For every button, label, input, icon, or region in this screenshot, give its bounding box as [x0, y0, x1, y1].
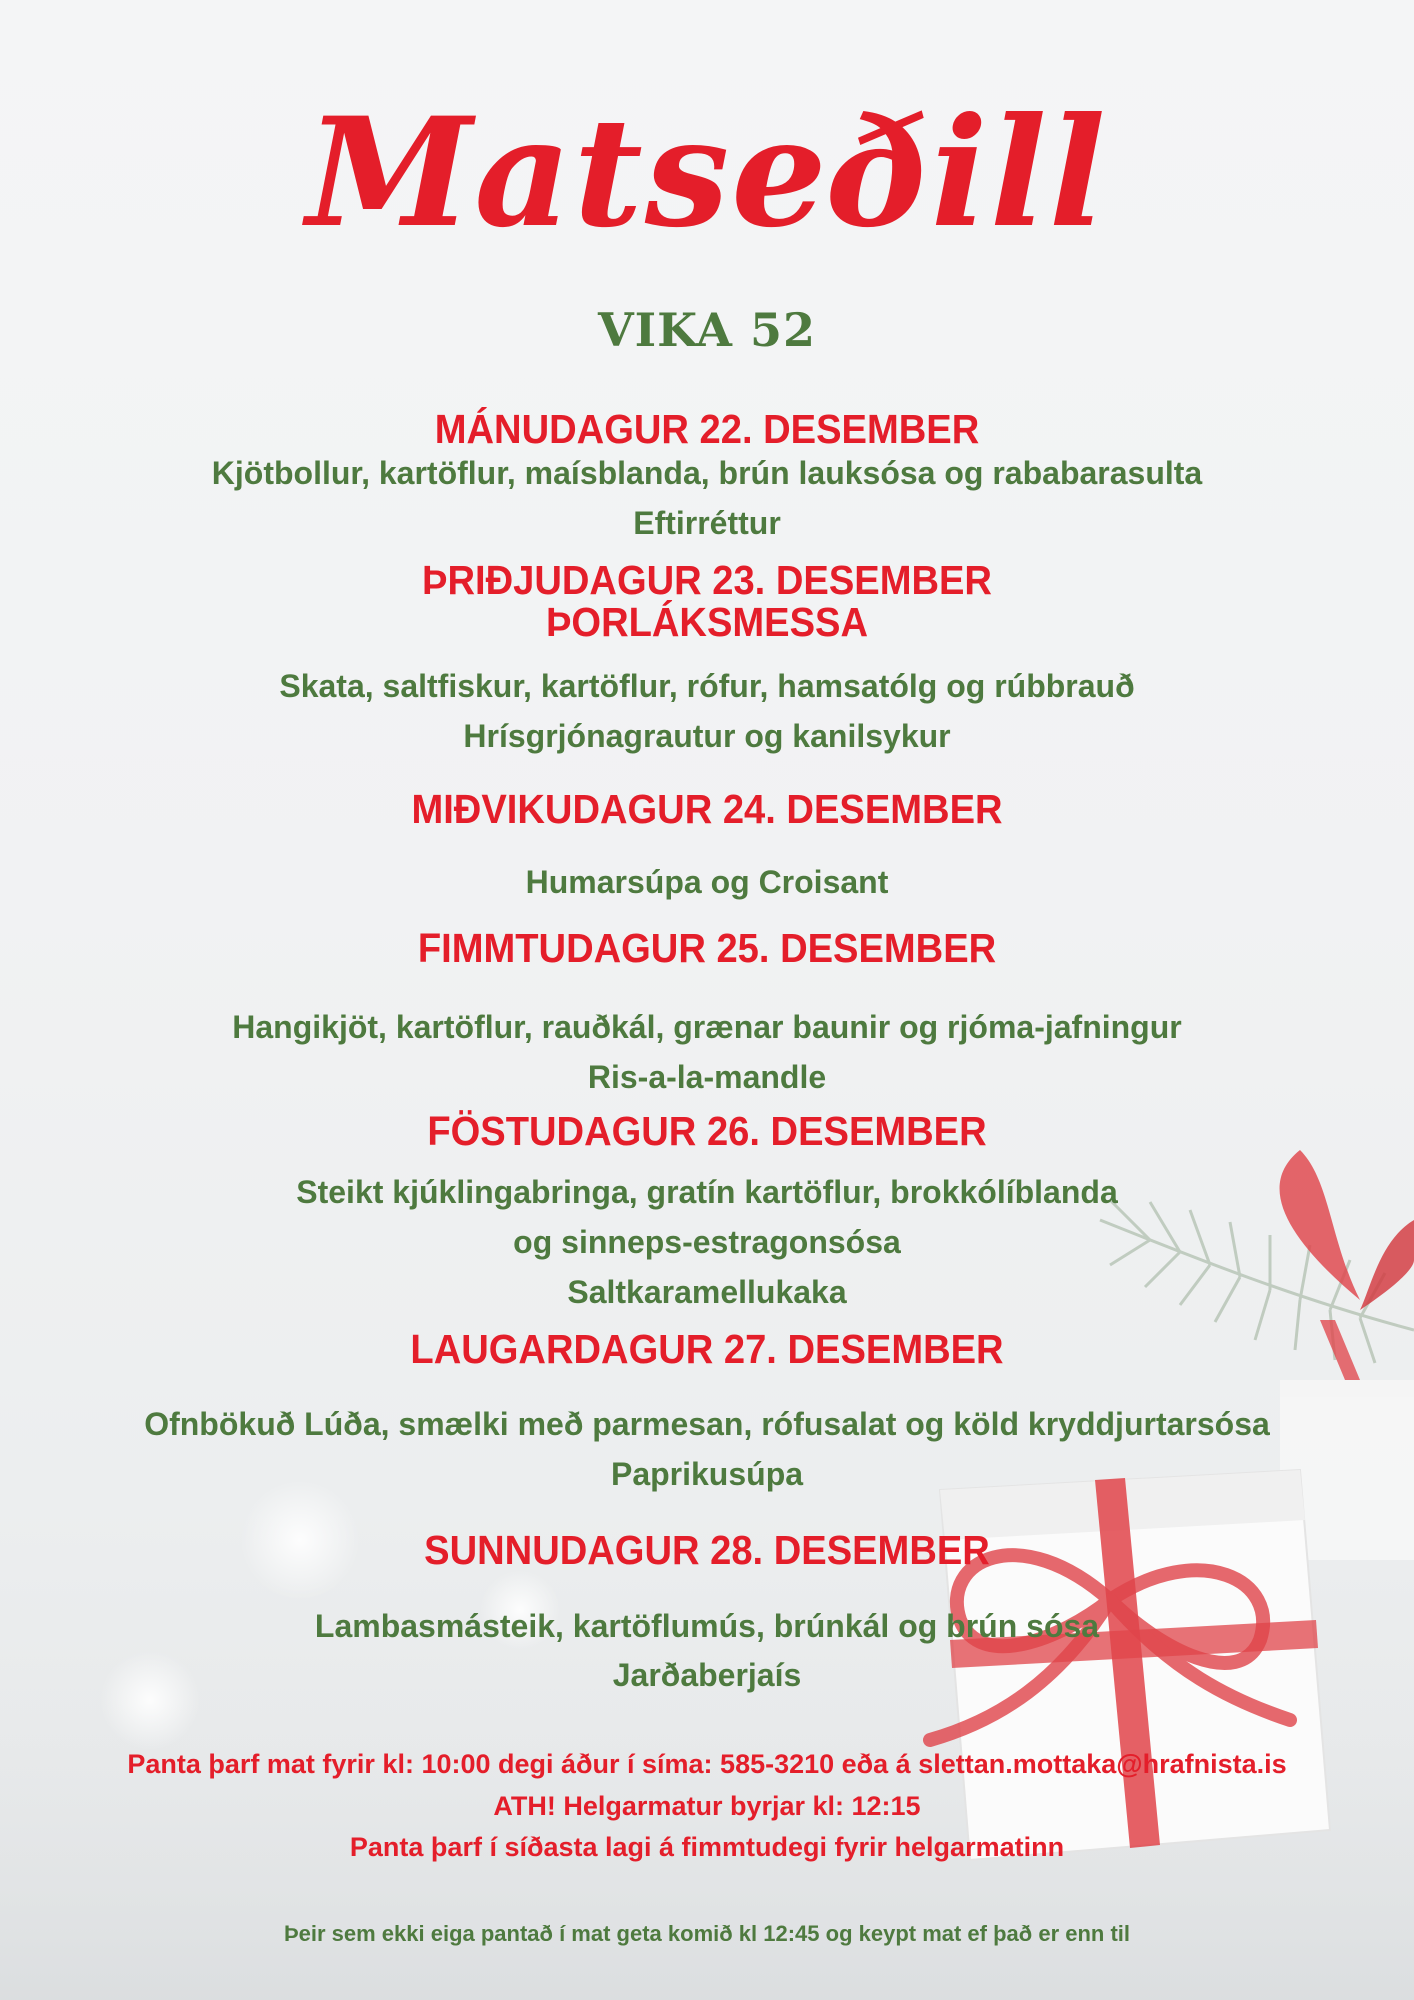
dish-line: Saltkaramellukaka [567, 1274, 847, 1310]
order-note: Panta þarf mat fyrir kl: 10:00 degi áður í síma: 585-3210 eða á slettan.mottaka@hrafnista.is [127, 1749, 1287, 1779]
day-heading-monday: MÁNUDAGUR 22. DESEMBER [434, 406, 980, 452]
dish-line: Jarðaberjaís [612, 1657, 802, 1693]
deadline-note: Panta þarf í síðasta lagi á fimmtudegi fyrir helgarmatinn [349, 1832, 1065, 1862]
footer-note: Þeir sem ekki eiga pantað í mat geta komið kl 12:45 og keypt mat ef það er enn til [283, 1921, 1131, 1946]
weekend-note: ATH! Helgarmatur byrjar kl: 12:15 [493, 1791, 921, 1821]
day-heading-wednesday: MIÐVIKUDAGUR 24. DESEMBER [411, 786, 1003, 832]
dish-line: Hrísgrjónagrautur og kanilsykur [463, 718, 951, 754]
day-subheading-tuesday: ÞORLÁKSMESSA [545, 599, 869, 645]
dish-line: Hangikjöt, kartöflur, rauðkál, grænar baunir og rjóma-jafningur [232, 1009, 1182, 1045]
dish-line: Eftirréttur [633, 505, 781, 541]
day-heading-thursday: FIMMTUDAGUR 25. DESEMBER [417, 925, 997, 971]
dish-line: Steikt kjúklingabringa, gratín kartöflur, brokkólíblanda [296, 1174, 1118, 1210]
day-heading-friday: FÖSTUDAGUR 26. DESEMBER [427, 1108, 987, 1154]
week-label: VIKA 52 [597, 303, 817, 357]
day-heading-saturday: LAUGARDAGUR 27. DESEMBER [410, 1326, 1004, 1372]
day-heading-tuesday: ÞRIÐJUDAGUR 23. DESEMBER [422, 557, 992, 603]
dish-line: og sinneps-estragonsósa [513, 1224, 901, 1260]
dish-line: Ofnbökuð Lúða, smælki með parmesan, rófusalat og köld kryddjurtarsósa [144, 1406, 1270, 1442]
dish-line: Ris-a-la-mandle [587, 1059, 827, 1095]
page-title: Matseðill [306, 85, 1108, 261]
dish-line: Kjötbollur, kartöflur, maísblanda, brún lauksósa og rababarasulta [211, 455, 1203, 491]
dish-line: Skata, saltfiskur, kartöflur, rófur, hamsatólg og rúbbrauð [279, 668, 1135, 704]
dish-line: Lambasmásteik, kartöflumús, brúnkál og brún sósa [314, 1608, 1100, 1644]
day-heading-sunday: SUNNUDAGUR 28. DESEMBER [424, 1527, 990, 1573]
dish-line: Humarsúpa og Croisant [525, 864, 889, 900]
dish-line: Paprikusúpa [610, 1456, 804, 1492]
